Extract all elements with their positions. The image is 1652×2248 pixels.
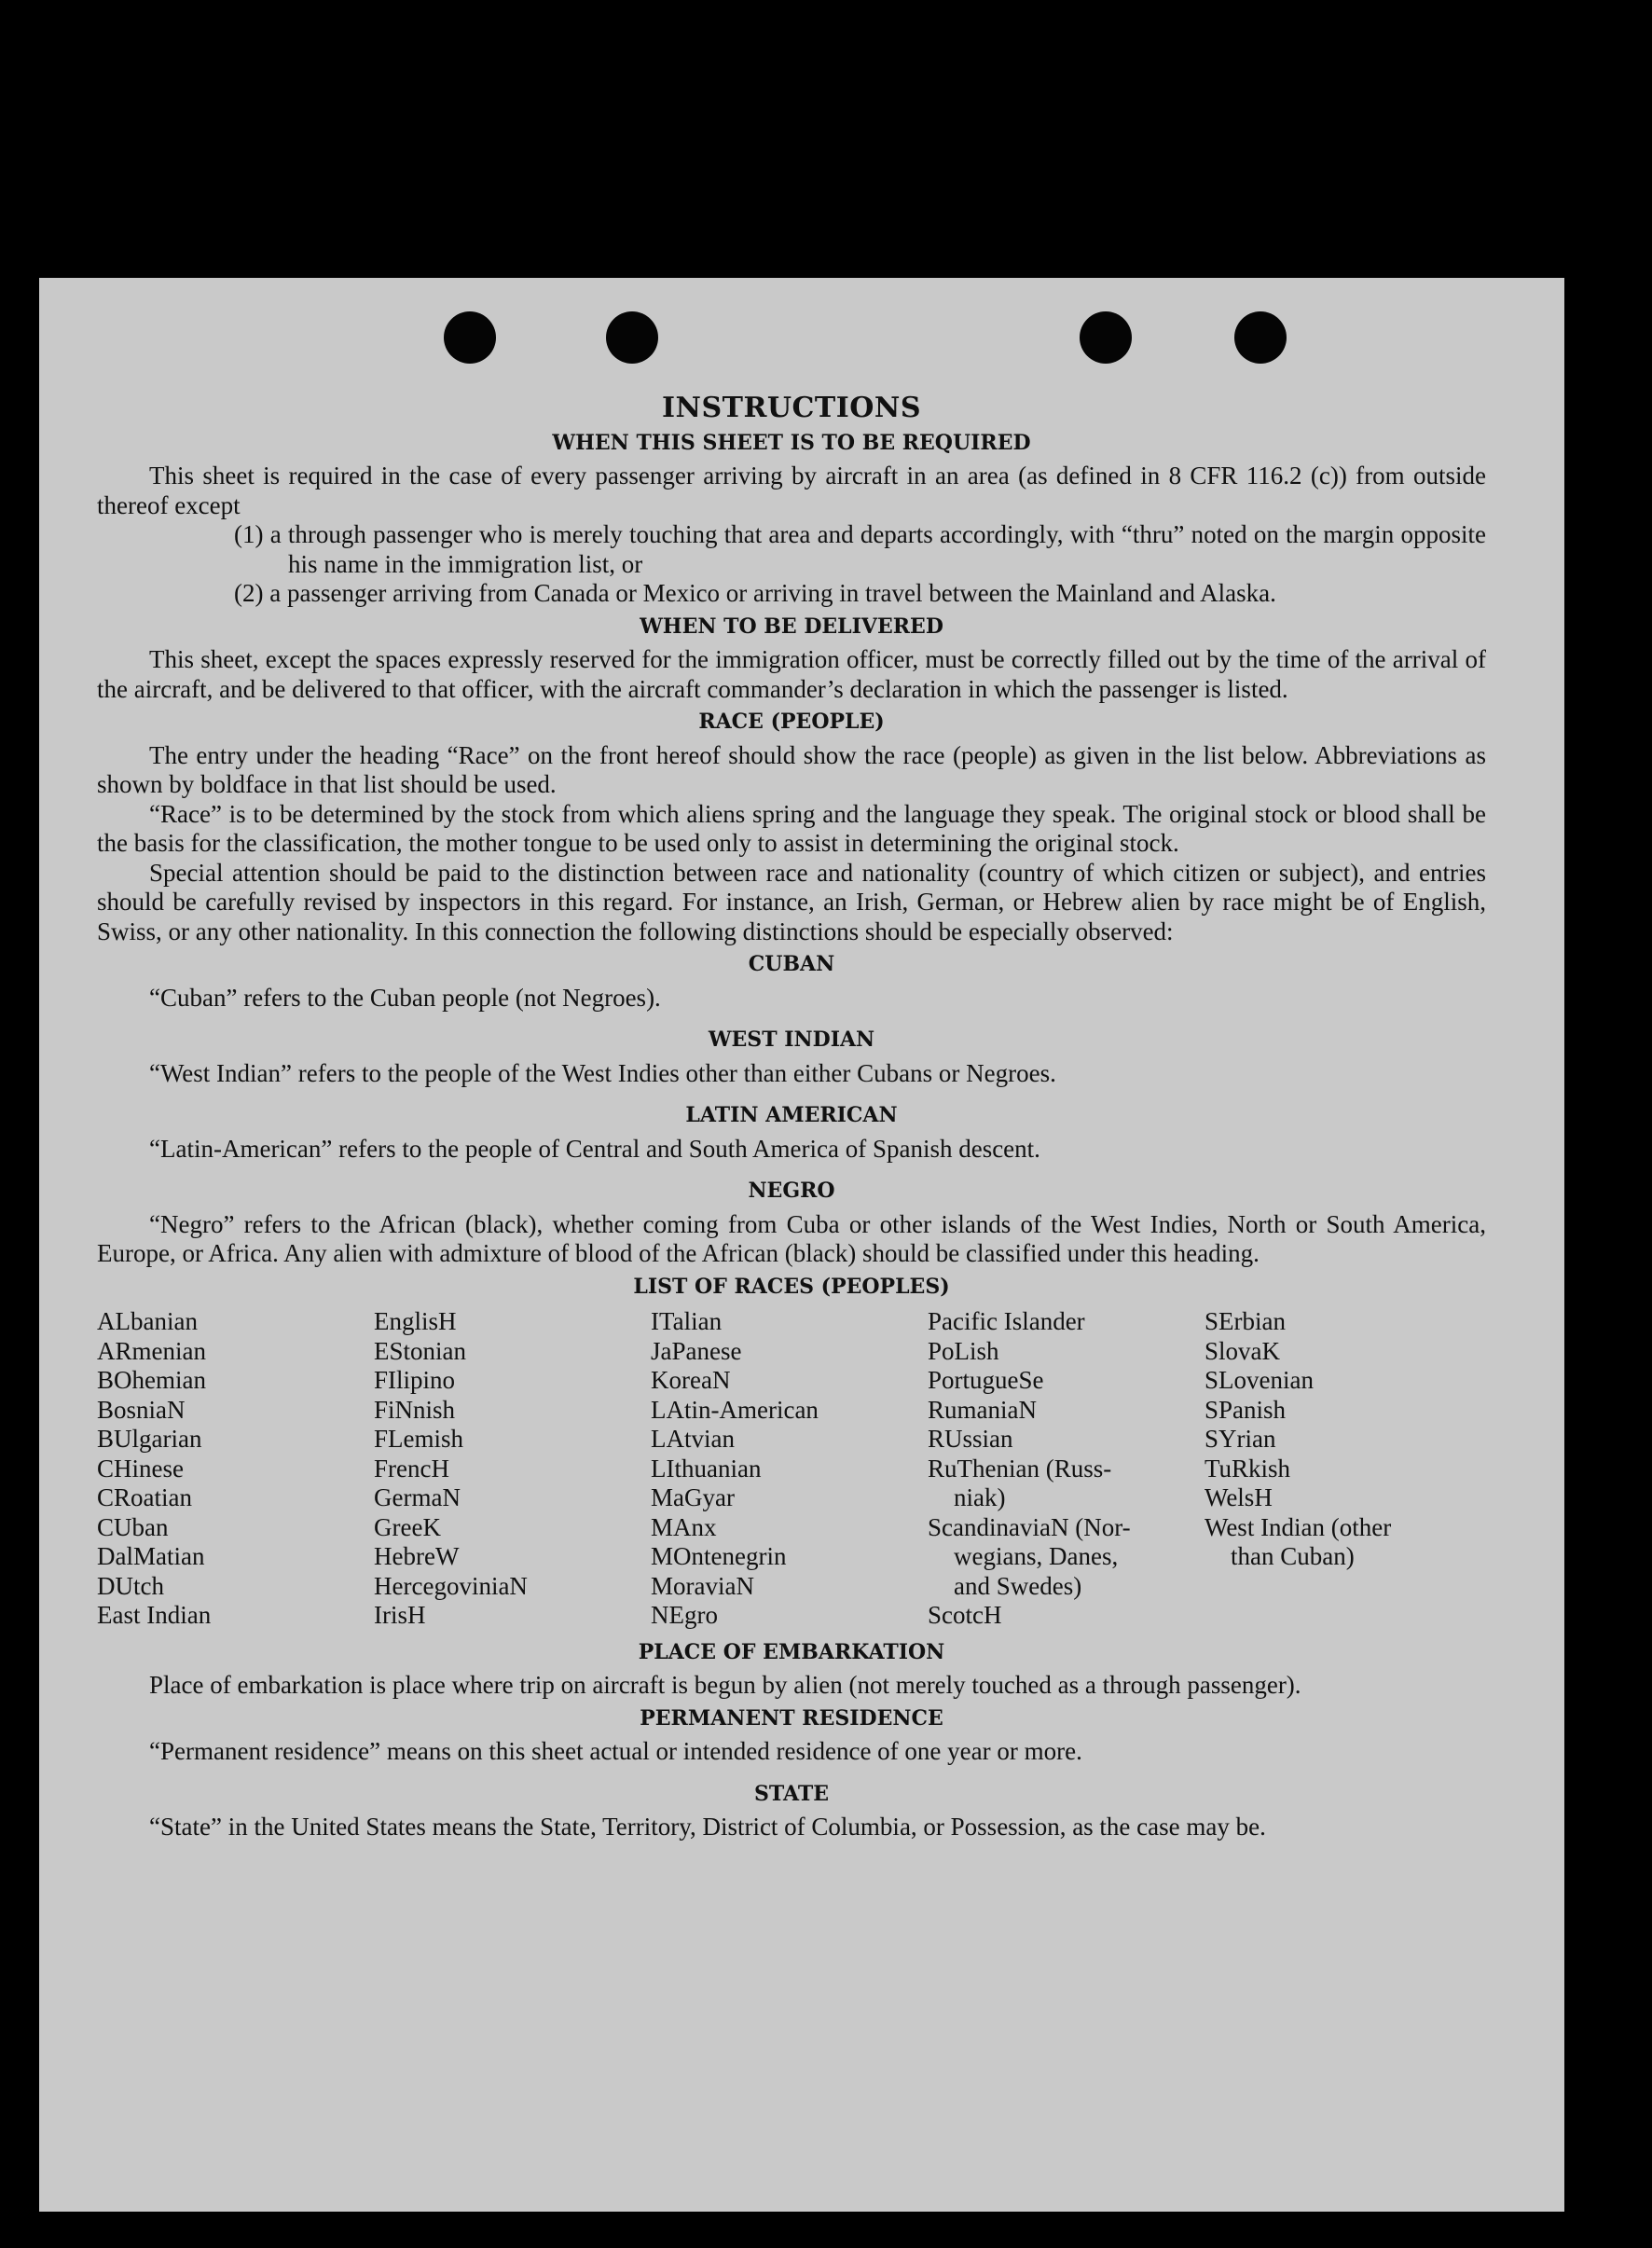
race-entry: SPanish (1205, 1395, 1287, 1424)
race-entry: RUssian (928, 1425, 1013, 1453)
race-entry: IrisH (374, 1601, 426, 1629)
punch-hole (1234, 311, 1287, 364)
race-entry: RumaniaN (928, 1395, 1037, 1424)
races-column (97, 1307, 374, 1631)
race-entry: HercegoviniaN (374, 1571, 528, 1600)
race-entry: HebreW (374, 1542, 460, 1570)
race-entry: RuThenian (Russ- (928, 1454, 1112, 1483)
punch-hole (1080, 311, 1132, 364)
races-column (374, 1307, 651, 1631)
page-title: INSTRUCTIONS (662, 392, 921, 424)
list-item: (1) a through passenger who is merely touching that area and departs accordingly, with “thru” noted on the margin opposite his name in the immigration list, or (234, 520, 1486, 578)
race-entry: FLemish (374, 1425, 464, 1453)
race-entry: MAnx (651, 1512, 717, 1541)
race-entry: EnglisH (374, 1307, 457, 1335)
section-heading: WEST INDIAN (708, 1027, 875, 1052)
race-entry: WelsH (1205, 1483, 1273, 1511)
race-entry: SlovaK (1205, 1336, 1280, 1365)
race-entry: TuRkish (1205, 1454, 1291, 1483)
races-column (928, 1307, 1205, 1631)
paragraph: “Race” is to be determined by the stock from which aliens spring and the language they speak. The original stock or blood shall be the basis for the classification, the mother tongue to be used only to assist in determining the original stock. (97, 799, 1486, 857)
races-list (97, 1307, 1486, 1631)
race-entry: BOhemian (97, 1366, 206, 1394)
paragraph: The entry under the heading “Race” on the front hereof should show the race (people) as given in the list below. Abbreviations as shown by boldface in that list should be used. (97, 740, 1486, 798)
race-entry: DUtch (97, 1571, 164, 1600)
race-entry: ScandinaviaN (Nor- (928, 1512, 1131, 1541)
race-entry: ScotcH (928, 1601, 1002, 1629)
instructions-content (97, 393, 1486, 1842)
list-item: (2) a passenger arriving from Canada or Mexico or arriving in travel between the Mainland and Alaska. (234, 579, 1276, 607)
race-entry: CRoatian (97, 1483, 192, 1511)
race-entry: PortugueSe (928, 1366, 1044, 1394)
section-heading: PERMANENT RESIDENCE (640, 1705, 943, 1731)
race-entry: FIlipino (374, 1366, 456, 1394)
paragraph: This sheet is required in the case of every passenger arriving by aircraft in an area (as defined in 8 CFR 116.2 (c)) from outside thereof except (97, 462, 1486, 519)
section-heading: LATIN AMERICAN (685, 1103, 898, 1127)
race-entry: DalMatian (97, 1542, 205, 1570)
punch-hole (606, 311, 658, 364)
section-heading: LIST OF RACES (PEOPLES) (633, 1274, 950, 1299)
race-entry: SLovenian (1205, 1366, 1314, 1394)
race-entry: BosniaN (97, 1395, 186, 1424)
instruction-sheet (39, 278, 1564, 2212)
race-entry: PoLish (928, 1336, 999, 1365)
race-entry: ITalian (651, 1307, 723, 1335)
race-entry: FrencH (374, 1454, 449, 1483)
race-entry: wegians, Danes, (954, 1542, 1119, 1570)
race-entry: LAtin-American (651, 1395, 819, 1424)
race-entry: CHinese (97, 1454, 184, 1483)
paragraph: “Negro” refers to the African (black), whether coming from Cuba or other islands of the West Indies, North or South America, Europe, or Africa. Any alien with admixture of blood of the African (black) should be classified under this heading. (97, 1209, 1486, 1267)
paragraph: This sheet, except the spaces expressly reserved for the immigration officer, must be correctly filled out by the time of the arrival of the aircraft, and be delivered to that officer, with the aircraft commander’s declaration in which the passenger is listed. (97, 645, 1486, 703)
paragraph: “Cuban” refers to the Cuban people (not Negroes). (149, 983, 661, 1012)
race-entry: than Cuban) (1231, 1542, 1355, 1570)
race-entry: JaPanese (651, 1336, 742, 1365)
race-entry: GermaN (374, 1483, 461, 1511)
section-heading: CUBAN (748, 952, 835, 976)
race-entry: GreeK (374, 1512, 441, 1541)
race-entry: SYrian (1205, 1425, 1276, 1453)
punch-hole (444, 311, 496, 364)
race-entry: niak) (954, 1483, 1006, 1511)
section-heading: PLACE OF EMBARKATION (638, 1639, 945, 1664)
race-entry: EStonian (374, 1336, 466, 1365)
section-heading: WHEN TO BE DELIVERED (640, 614, 943, 639)
race-entry: and Swedes) (954, 1571, 1082, 1600)
races-column (1205, 1307, 1481, 1631)
paragraph: “Latin-American” refers to the people of Central and South America of Spanish descent. (149, 1134, 1040, 1163)
paragraph: Special attention should be paid to the distinction between race and nationality (country of which citizen or subject), and entries should be carefully revised by inspectors in this regard. For instance, an Irish, German, or Hebrew alien by race might be of English, Swiss, or any other nationality. In this connection the following distinctions should be especially observed: (97, 858, 1486, 945)
race-entry: MaGyar (651, 1483, 735, 1511)
race-entry: West Indian (other (1205, 1512, 1392, 1541)
races-column (651, 1307, 928, 1631)
race-entry: ARmenian (97, 1336, 206, 1365)
race-entry: FiNnish (374, 1395, 456, 1424)
paragraph: “Permanent residence” means on this sheet actual or intended residence of one year or more. (149, 1737, 1082, 1765)
section-heading: NEGRO (748, 1179, 835, 1203)
paragraph: “State” in the United States means the State, Territory, District of Columbia, or Possession, as the case may be. (149, 1813, 1266, 1841)
race-entry: MoraviaN (651, 1571, 754, 1600)
race-entry: SErbian (1205, 1307, 1286, 1335)
race-entry: LIthuanian (651, 1454, 762, 1483)
section-heading: WHEN THIS SHEET IS TO BE REQUIRED (552, 430, 1031, 455)
race-entry: LAtvian (651, 1425, 735, 1453)
race-entry: NEgro (651, 1601, 718, 1629)
race-entry: BUlgarian (97, 1425, 202, 1453)
race-entry: MOntenegrin (651, 1542, 787, 1570)
race-entry: ALbanian (97, 1307, 198, 1335)
race-entry: Pacific Islander (928, 1307, 1085, 1335)
race-entry: KoreaN (651, 1366, 731, 1394)
race-entry: East Indian (97, 1601, 212, 1629)
race-entry: CUban (97, 1512, 169, 1541)
section-heading: STATE (753, 1781, 830, 1806)
paragraph: Place of embarkation is place where trip on aircraft is begun by alien (not merely touched as a through passenger). (149, 1671, 1301, 1699)
section-heading: RACE (PEOPLE) (698, 710, 885, 734)
paragraph: “West Indian” refers to the people of the West Indies other than either Cubans or Negroes. (149, 1058, 1056, 1087)
